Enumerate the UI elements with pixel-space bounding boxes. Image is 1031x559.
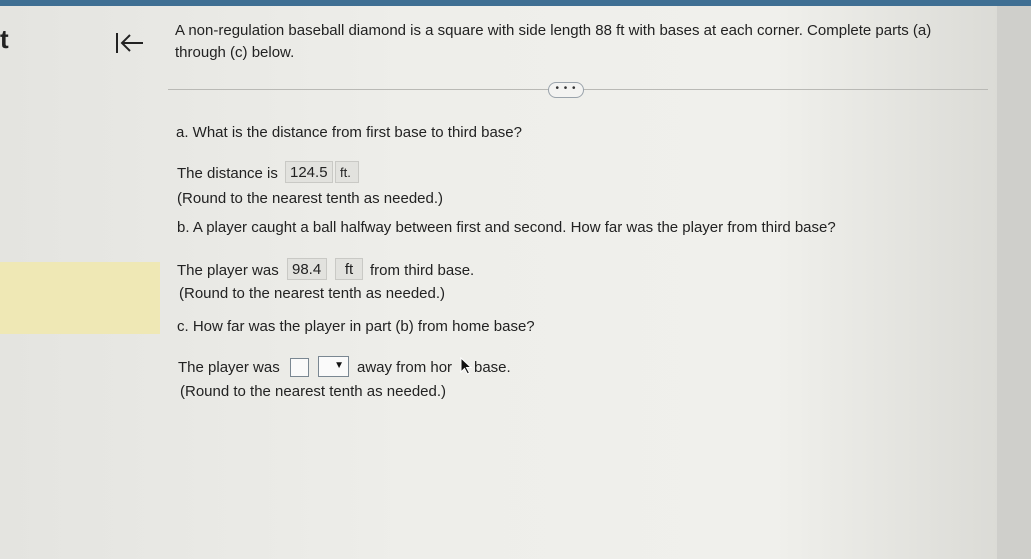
part-c-question: c. How far was the player in part (b) from home base? — [177, 318, 535, 335]
back-to-start-button[interactable] — [114, 30, 146, 56]
part-b-question: b. A player caught a ball halfway between first and second. How far was the player from third base? — [177, 219, 836, 236]
part-c-unit-dropdown[interactable] — [318, 356, 349, 377]
part-c-answer-suffix-right: base. — [474, 359, 511, 376]
left-edge-letter: t — [0, 24, 9, 54]
part-a-answer-prefix: The distance is — [177, 165, 278, 182]
problem-prompt: A non-regulation baseball diamond is a square with side length 88 ft with bases at each corner. Complete parts (a) through (c) below. — [175, 22, 932, 61]
part-b-answer-prefix: The player was — [177, 262, 279, 279]
mouse-pointer-icon — [460, 357, 474, 375]
part-c-answer-prefix: The player was — [178, 359, 280, 376]
part-a-unit: ft. — [335, 161, 359, 183]
right-edge-strip — [997, 6, 1031, 559]
part-a-question: a. What is the distance from first base to third base? — [176, 124, 522, 141]
part-b-rounding-note: (Round to the nearest tenth as needed.) — [179, 285, 446, 302]
back-to-start-icon — [114, 30, 146, 56]
part-c-answer-input[interactable] — [290, 358, 309, 377]
part-b-answer-box[interactable]: 98.4 — [287, 258, 327, 280]
left-sidebar-highlight — [0, 262, 160, 334]
more-options-button[interactable]: • • • — [548, 82, 584, 98]
part-b-unit[interactable]: ft — [335, 258, 363, 280]
part-c-answer-suffix-left: away from hor — [357, 359, 453, 376]
part-a-rounding-note: (Round to the nearest tenth as needed.) — [177, 190, 444, 207]
part-b-answer-suffix: from third base. — [370, 262, 475, 279]
dropdown-arrow-icon: ▼ — [334, 360, 344, 371]
part-a-answer-box[interactable]: 124.5 — [285, 161, 333, 183]
part-c-rounding-note: (Round to the nearest tenth as needed.) — [180, 383, 447, 400]
